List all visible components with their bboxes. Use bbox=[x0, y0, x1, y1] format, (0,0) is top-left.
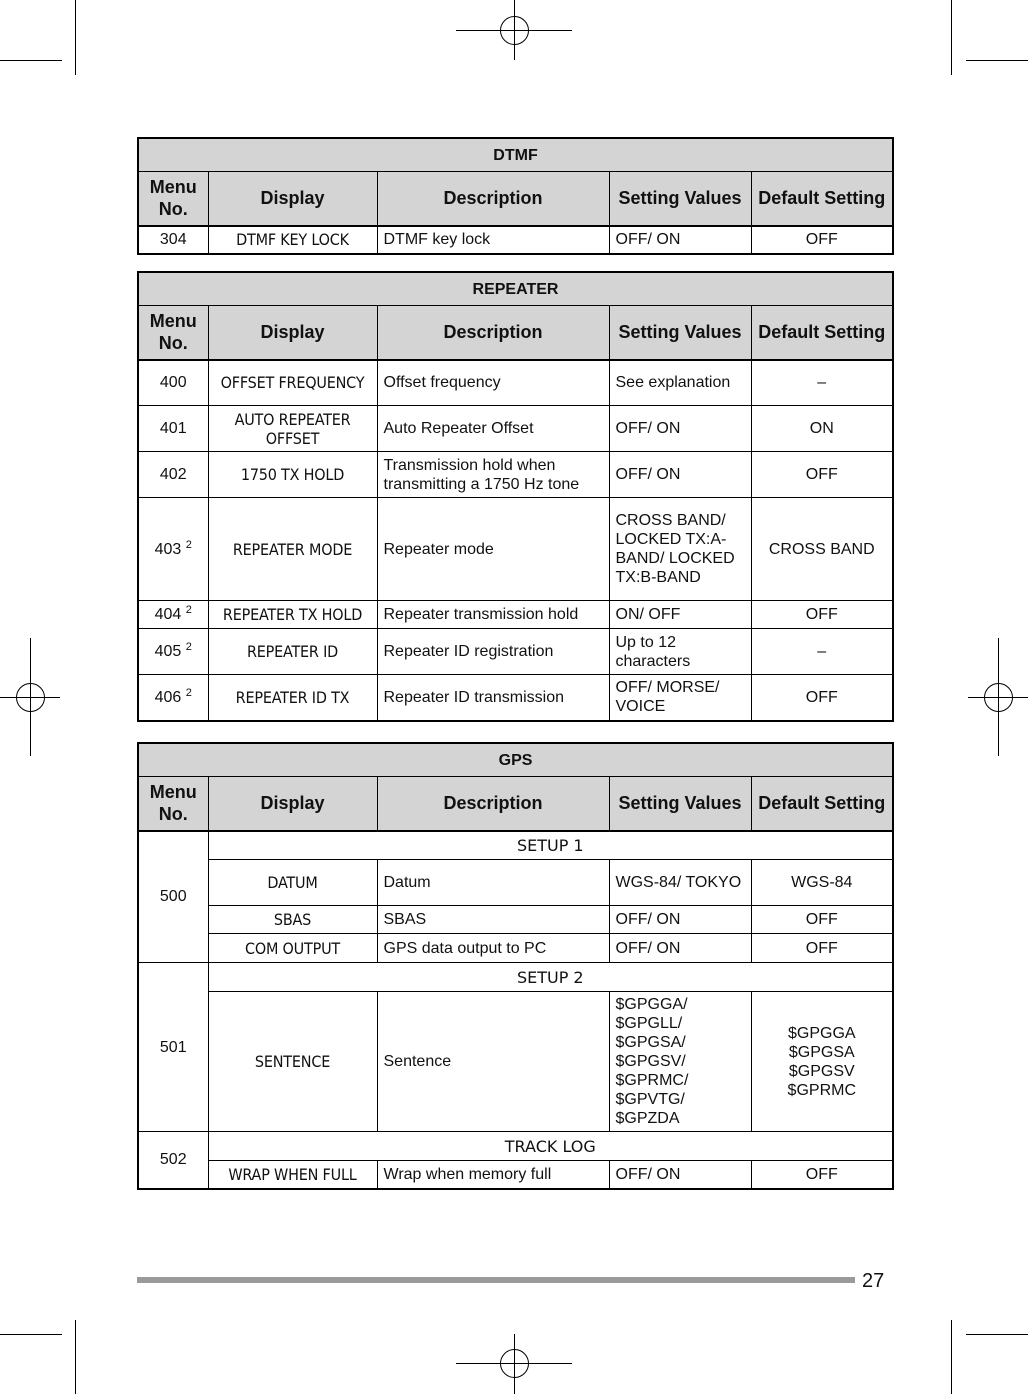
value-line: $GPGSV/ bbox=[615, 1053, 686, 1070]
table-row bbox=[138, 934, 893, 963]
description: Datum bbox=[377, 860, 609, 906]
default-setting: WGS-84 bbox=[751, 860, 893, 906]
setting-values bbox=[609, 992, 751, 1132]
default-line: $GPGSV bbox=[788, 1062, 855, 1080]
menu-no: 501 bbox=[138, 963, 208, 1132]
setting-values: Up to 12 characters bbox=[609, 629, 751, 675]
menu-no: 400 bbox=[138, 360, 208, 406]
header-description: Description bbox=[377, 777, 609, 831]
gps-table bbox=[137, 742, 894, 1190]
menu-no: 304 bbox=[138, 226, 208, 254]
footnote-ref: 2 bbox=[185, 604, 192, 616]
header-setting-values: Setting Values bbox=[609, 777, 751, 831]
setting-values: OFF/ ON bbox=[609, 906, 751, 934]
description: Repeater transmission hold bbox=[377, 601, 609, 629]
subsection-title: SETUP 1 bbox=[208, 831, 893, 860]
dtmf-table bbox=[137, 137, 894, 255]
display-text: DTMF KEY LOCK bbox=[208, 226, 377, 254]
table-row bbox=[138, 360, 893, 406]
table-row bbox=[138, 452, 893, 498]
table-row bbox=[138, 860, 893, 906]
description: Repeater ID transmission bbox=[377, 675, 609, 721]
header-menu-no: Menu No. bbox=[138, 777, 208, 831]
footnote-ref: 2 bbox=[185, 686, 192, 699]
menu-no: 502 bbox=[138, 1132, 208, 1189]
display-text: OFFSET FREQUENCY bbox=[208, 360, 377, 406]
setting-values: OFF/ ON bbox=[609, 406, 751, 452]
subsection-title: SETUP 2 bbox=[208, 963, 893, 992]
value-line: $GPVTG/ bbox=[615, 1091, 685, 1108]
default-setting: OFF bbox=[751, 226, 893, 254]
menu-no: 402 bbox=[138, 452, 208, 498]
setting-values: OFF/ ON bbox=[609, 226, 751, 254]
default-setting: – bbox=[751, 629, 893, 675]
default-line: $GPGSA bbox=[788, 1043, 855, 1061]
description: Repeater ID registration bbox=[377, 629, 609, 675]
menu-no: 401 bbox=[138, 406, 208, 452]
subheader-row bbox=[138, 1132, 893, 1161]
table-row bbox=[138, 1161, 893, 1189]
table-row bbox=[138, 906, 893, 934]
default-setting: OFF bbox=[751, 1161, 893, 1189]
table-row bbox=[138, 406, 893, 452]
footer-rule bbox=[137, 1277, 855, 1283]
default-setting bbox=[751, 992, 893, 1132]
table-title: REPEATER bbox=[138, 272, 893, 306]
value-line: $GPRMC/ bbox=[615, 1072, 689, 1089]
description: Offset frequency bbox=[377, 360, 609, 406]
subsection-title: TRACK LOG bbox=[208, 1132, 893, 1161]
display-text: SENTENCE bbox=[208, 992, 377, 1132]
description: SBAS bbox=[377, 906, 609, 934]
display-text: REPEATER MODE bbox=[208, 498, 377, 601]
table-row bbox=[138, 601, 893, 629]
subheader-row bbox=[138, 963, 893, 992]
header-default-setting: Default Setting bbox=[751, 777, 893, 831]
repeater-table bbox=[137, 271, 894, 722]
header-menu-no: Menu No. bbox=[138, 172, 208, 226]
header-description: Description bbox=[377, 306, 609, 360]
subheader-row bbox=[138, 831, 893, 860]
footnote-ref: 2 bbox=[185, 538, 192, 551]
setting-values: OFF/ MORSE/ VOICE bbox=[609, 675, 751, 721]
table-title: GPS bbox=[138, 743, 893, 777]
table-row bbox=[138, 498, 893, 601]
display-text: AUTO REPEATER OFFSET bbox=[208, 406, 377, 452]
table-row bbox=[138, 675, 893, 721]
header-display: Display bbox=[208, 172, 377, 226]
table-row bbox=[138, 992, 893, 1132]
default-setting: – bbox=[751, 360, 893, 406]
description: GPS data output to PC bbox=[377, 934, 609, 963]
footnote-ref: 2 bbox=[185, 641, 192, 653]
menu-no: 500 bbox=[138, 831, 208, 963]
menu-no: 403 $^2$ bbox=[138, 498, 208, 601]
display-text: WRAP WHEN FULL bbox=[208, 1161, 377, 1189]
setting-values: OFF/ ON bbox=[609, 452, 751, 498]
setting-values: See explanation bbox=[609, 360, 751, 406]
menu-no: 406 $^2$ bbox=[138, 675, 208, 721]
description: DTMF key lock bbox=[377, 226, 609, 254]
header-description: Description bbox=[377, 172, 609, 226]
value-line: $GPGGA/ bbox=[615, 996, 688, 1013]
default-line: $GPGGA bbox=[787, 1024, 856, 1042]
description: Wrap when memory full bbox=[377, 1161, 609, 1189]
menu-no: 405 $^2$ bbox=[138, 629, 208, 675]
table-title: DTMF bbox=[138, 138, 893, 172]
display-text: SBAS bbox=[208, 906, 377, 934]
default-setting: ON bbox=[751, 406, 893, 452]
header-setting-values: Setting Values bbox=[609, 306, 751, 360]
display-text: 1750 TX HOLD bbox=[208, 452, 377, 498]
header-default-setting: Default Setting bbox=[751, 306, 893, 360]
display-text: COM OUTPUT bbox=[208, 934, 377, 963]
header-display: Display bbox=[208, 777, 377, 831]
setting-values: WGS-84/ TOKYO bbox=[609, 860, 751, 906]
value-line: $GPGSA/ bbox=[615, 1034, 686, 1051]
setting-values: ON/ OFF bbox=[609, 601, 751, 629]
display-text: DATUM bbox=[208, 860, 377, 906]
default-setting: OFF bbox=[751, 601, 893, 629]
description: Sentence bbox=[377, 992, 609, 1132]
display-text: REPEATER ID bbox=[208, 629, 377, 675]
table-row bbox=[138, 629, 893, 675]
default-setting: OFF bbox=[751, 675, 893, 721]
table-row bbox=[138, 226, 893, 254]
value-line: $GPZDA bbox=[615, 1110, 680, 1127]
setting-values: OFF/ ON bbox=[609, 1161, 751, 1189]
default-setting: OFF bbox=[751, 934, 893, 963]
description: Repeater mode bbox=[377, 498, 609, 601]
value-line: $GPGLL/ bbox=[615, 1015, 683, 1032]
display-text: REPEATER TX HOLD bbox=[208, 601, 377, 629]
default-setting: OFF bbox=[751, 452, 893, 498]
header-setting-values: Setting Values bbox=[609, 172, 751, 226]
default-line: $GPRMC bbox=[787, 1081, 856, 1099]
description: Transmission hold when transmitting a 1750 Hz tone bbox=[377, 452, 609, 498]
menu-no: 404 $^2$ bbox=[138, 601, 208, 629]
header-default-setting: Default Setting bbox=[751, 172, 893, 226]
header-display: Display bbox=[208, 306, 377, 360]
default-setting: CROSS BAND bbox=[751, 498, 893, 601]
description: Auto Repeater Offset bbox=[377, 406, 609, 452]
setting-values: OFF/ ON bbox=[609, 934, 751, 963]
setting-values: CROSS BAND/ LOCKED TX:A-BAND/ LOCKED TX:B-BAND bbox=[609, 498, 751, 601]
default-setting: OFF bbox=[751, 906, 893, 934]
page-number: 27 bbox=[862, 1270, 885, 1292]
header-menu-no: Menu No. bbox=[138, 306, 208, 360]
display-text: REPEATER ID TX bbox=[208, 675, 377, 721]
